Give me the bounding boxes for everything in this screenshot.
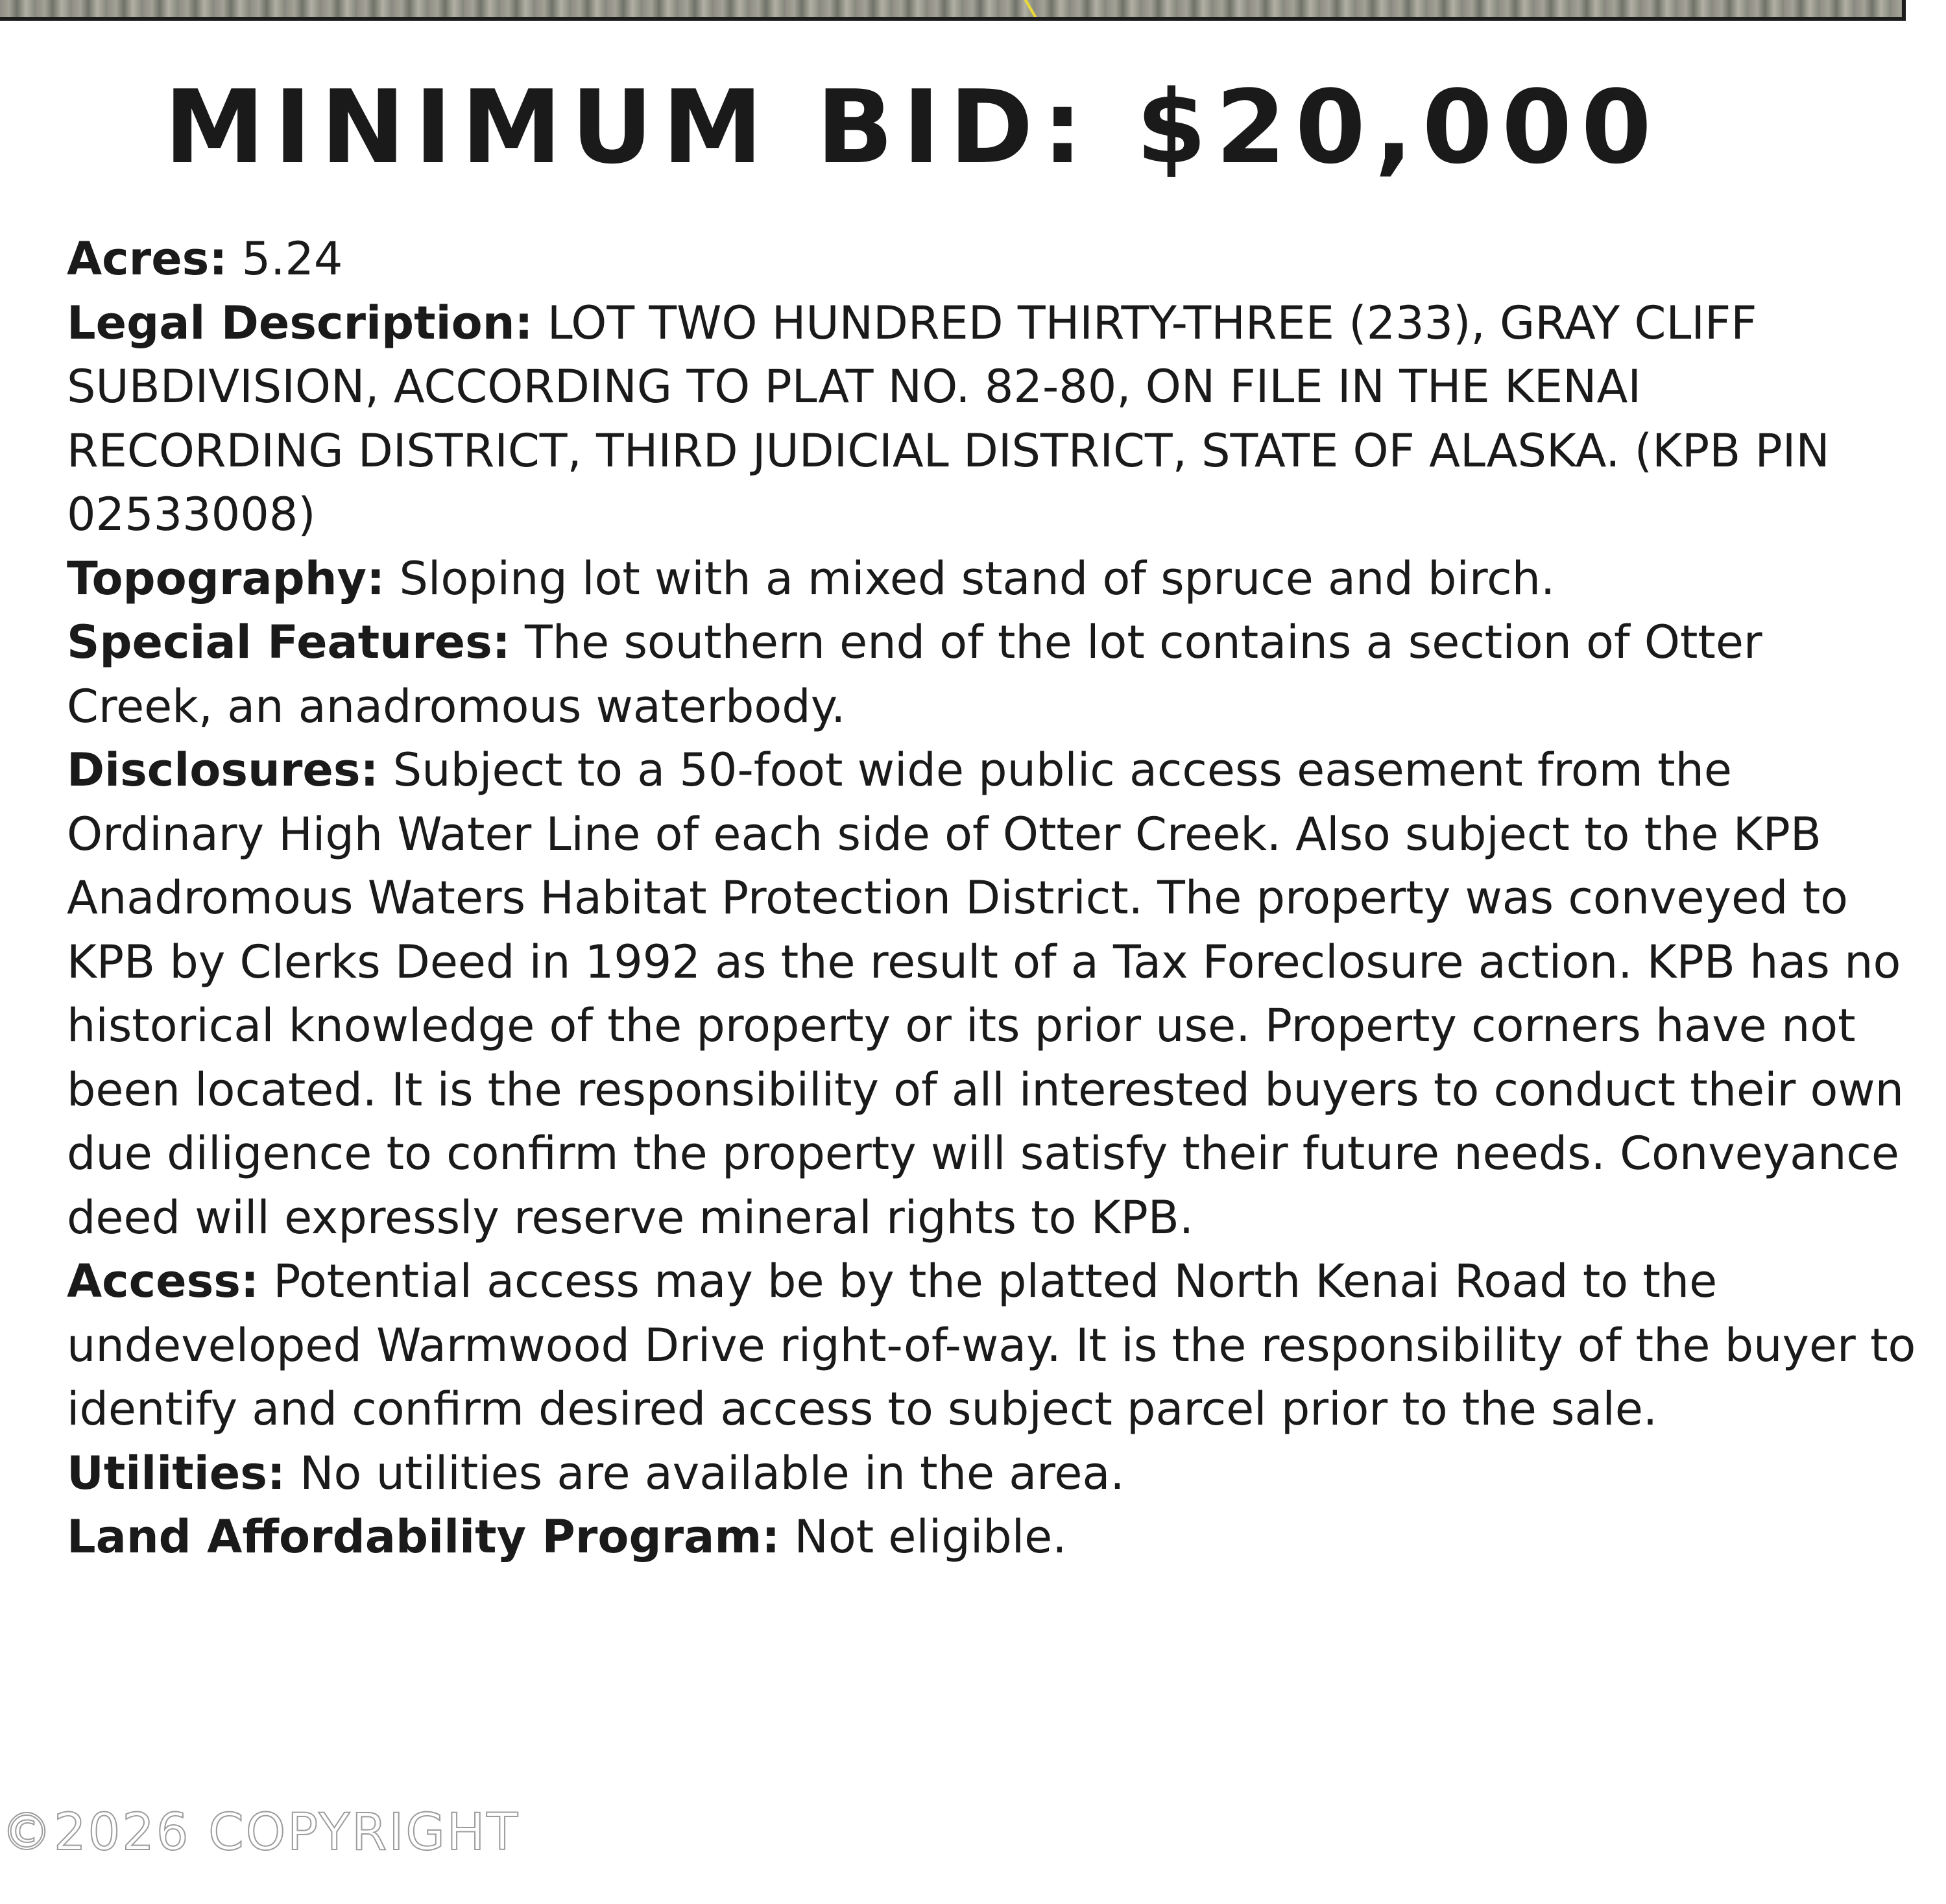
detail-utilities bbox=[67, 1441, 1922, 1506]
detail-access bbox=[67, 1249, 1922, 1441]
parcel-boundary-mark bbox=[1024, 0, 1037, 17]
detail-value: Not eligible. bbox=[794, 1510, 1067, 1563]
detail-label: Topography: bbox=[67, 551, 385, 605]
detail-value: LOT TWO HUNDRED THIRTY-THREE (233), GRAY CLIFF SUBDIVISION, ACCORDING TO PLAT NO. 82-80, ON FILE IN THE KENAI RECORDING DISTRICT, THIRD JUDICIAL DISTRICT, STATE OF ALASKA. (KPB PIN 02533008) bbox=[67, 296, 1830, 541]
minimum-bid-heading: MINIMUM BID: $20,000 bbox=[164, 68, 1661, 186]
detail-label: Disclosures: bbox=[67, 743, 379, 797]
detail-value: 5.24 bbox=[241, 232, 343, 285]
detail-value: No utilities are available in the area. bbox=[300, 1446, 1125, 1500]
detail-land-affordability-program bbox=[67, 1505, 1922, 1569]
detail-topography bbox=[67, 547, 1922, 611]
aerial-photo-strip bbox=[0, 0, 1906, 21]
detail-legal-description bbox=[67, 291, 1922, 547]
detail-label: Legal Description: bbox=[67, 296, 533, 350]
detail-value: Subject to a 50-foot wide public access easement from the Ordinary High Water Line of each side of Otter Creek. Also subject to the KPB Anadromous Waters Habitat Protection District. The property was conveyed to KPB by Clerks Deed in 1992 as the result of a Tax Foreclosure action. KPB has no historical knowledge of the property or its prior use. Property corners have not been located. It is the responsibility of all interested buyers to conduct their own due diligence to confirm the property will satisfy their future needs. Conveyance deed will expressly reserve mineral rights to KPB. bbox=[67, 743, 1904, 1244]
property-details bbox=[67, 227, 1922, 1569]
detail-label: Special Features: bbox=[67, 616, 511, 669]
detail-value: The southern end of the lot contains a section of Otter Creek, an anadromous waterbody. bbox=[67, 616, 1762, 733]
detail-special-features bbox=[67, 610, 1922, 738]
detail-value: Potential access may be by the platted North Kenai Road to the undeveloped Warmwood Drive right-of-way. It is the responsibility of the buyer to identify and confirm desired access to subject parcel prior to the sale. bbox=[67, 1255, 1916, 1436]
detail-label: Acres: bbox=[67, 232, 228, 285]
detail-label: Access: bbox=[67, 1255, 259, 1308]
detail-label: Utilities: bbox=[67, 1446, 285, 1500]
detail-disclosures bbox=[67, 738, 1922, 1249]
detail-value: Sloping lot with a mixed stand of spruce and birch. bbox=[399, 551, 1556, 605]
copyright-watermark: ©2026 COPYRIGHT bbox=[1, 1803, 520, 1862]
detail-label: Land Affordability Program: bbox=[67, 1510, 780, 1563]
detail-acres bbox=[67, 227, 1922, 291]
